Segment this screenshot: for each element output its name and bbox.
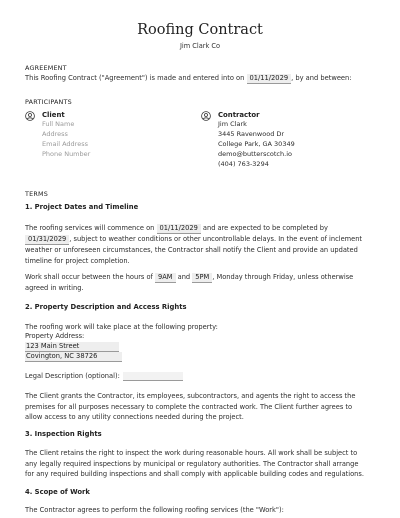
s2-text: The Client grants the Contractor, its employees, subcontractors, and agents the right to access the [25, 392, 356, 400]
s1-text: weather or unforeseen circumstances, the Contractor shall notify the Client and provide an updated [25, 246, 358, 254]
end-time-field[interactable]: 5PM [192, 273, 212, 283]
client-full-name-field[interactable]: Full Name [42, 120, 75, 128]
s1-text: and [177, 273, 191, 281]
participants-section-label: PARTICIPANTS [25, 98, 72, 106]
terms-section-label: TERMS [25, 190, 48, 198]
agreement-section-label: AGREEMENT [25, 64, 67, 72]
legal-description-label: Legal Description (optional): [25, 372, 120, 380]
s3-text: The Client retains the right to inspect the work during reasonable hours. All work shall be subject to [25, 449, 358, 457]
user-icon [25, 111, 35, 121]
client-email-field[interactable]: Email Address [42, 140, 88, 148]
legal-description-field[interactable] [123, 372, 183, 381]
end-date-field[interactable]: 01/31/2029 [25, 235, 69, 245]
agreement-date-field[interactable]: 01/11/2029 [247, 74, 292, 84]
start-date-field[interactable]: 01/11/2029 [157, 224, 201, 234]
section-1-paragraph-1 [25, 223, 377, 266]
s1-text: The roofing services will commence on [25, 224, 155, 232]
s2-text: allow access to any utility connections needed during the project. [25, 413, 244, 422]
s1-text: , Monday through Friday, unless otherwise [212, 273, 354, 281]
s1-text: , subject to weather conditions or other uncontrollable delays. In the event of inclement [69, 235, 363, 243]
agreement-text-after: , by and between: [291, 74, 352, 82]
s2-text: premises for all purposes necessary to complete the contracted work. The Client further agrees to [25, 402, 353, 411]
contractor-name: Jim Clark [218, 120, 247, 128]
start-time-field[interactable]: 9AM [155, 273, 176, 283]
section-3-paragraph [25, 448, 377, 480]
scope-intro: The Contractor agrees to perform the following roofing services (the "Work"): [25, 506, 284, 514]
s1-text: and are expected to be completed by [202, 224, 328, 232]
user-icon [201, 111, 211, 121]
contractor-street: 3445 Ravenwood Dr [218, 130, 285, 138]
client-address-field[interactable]: Address [42, 130, 68, 138]
client-label: Client [42, 111, 65, 119]
contractor-email: demo@butterscotch.io [218, 150, 292, 158]
section-4-heading: 4. Scope of Work [25, 488, 90, 496]
agreement-text-before: This Roofing Contract ("Agreement") is made and entered into on [25, 74, 245, 82]
agreement-text [25, 73, 352, 84]
contractor-city: College Park, GA 30349 [218, 140, 295, 148]
section-1-heading: 1. Project Dates and Timeline [25, 203, 139, 211]
section-2-heading: 2. Property Description and Access Rights [25, 303, 187, 311]
s3-text: any legally required inspections by municipal or regulatory authorities. The Contractor shall arrange [25, 459, 359, 468]
document-title: Roofing Contract [137, 22, 263, 38]
section-1-paragraph-2 [25, 272, 377, 294]
property-intro: The roofing work will take place at the following property: [25, 323, 218, 331]
property-address-line-2 [25, 351, 122, 362]
s1-text: agreed in writing. [25, 284, 84, 292]
access-paragraph [25, 391, 377, 423]
s1-text: Work shall occur between the hours of [25, 273, 153, 281]
s1-text: timeline for project completion. [25, 256, 130, 265]
contractor-label: Contractor [218, 111, 260, 119]
section-3-heading: 3. Inspection Rights [25, 430, 102, 438]
address-line-2-field[interactable]: Covington, NC 38726 [25, 352, 122, 362]
address-line-1-field[interactable]: 123 Main Street [25, 342, 119, 352]
property-address-label: Property Address: [25, 332, 85, 340]
company-name: Jim Clark Co [179, 42, 221, 50]
s3-text: for any required building inspections and shall comply with applicable building codes and regulations. [25, 470, 364, 479]
contractor-phone: (404) 763-3294 [218, 160, 269, 168]
client-phone-field[interactable]: Phone Number [42, 150, 91, 158]
